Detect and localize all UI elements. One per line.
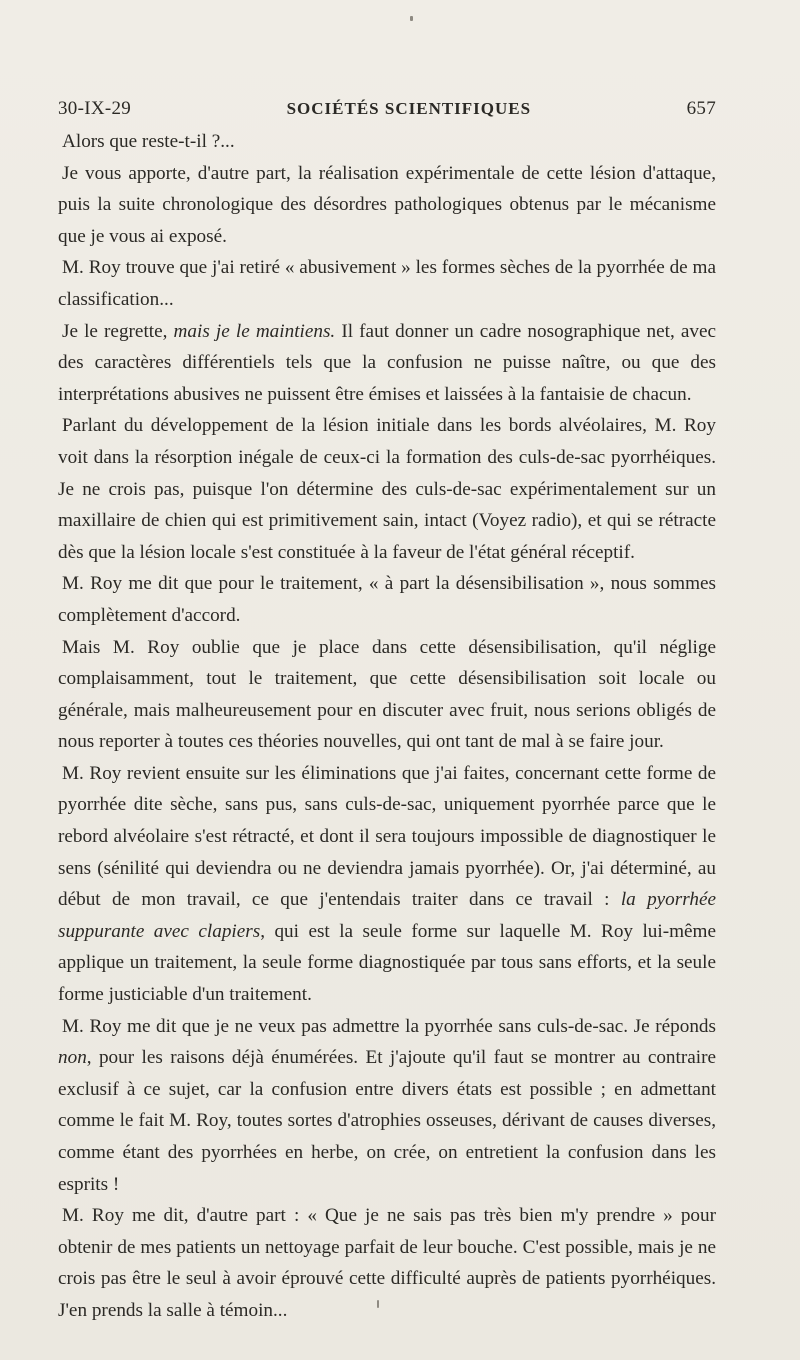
- paragraph: [58, 316, 716, 411]
- paragraph: [58, 758, 716, 1011]
- text-run: M. Roy revient ensuite sur les éliminations que j'ai faites, concernant cette forme de pyorrhée dite sèche, sans pus, sans culs-de-sac, uniquement pyorrhée parce que le rebord alvéolaire s'est rétracté, et dont il sera toujours impossible de diagnostiquer le sens (sénilité qui deviendra ou ne deviendra jamais pyorrhée). Or, j'ai déterminé, au début de mon travail, ce que j'entendais traiter dans ce travail :: [58, 762, 716, 911]
- italic-text: mais je le maintiens.: [173, 320, 336, 342]
- italic-text: la pyorrhée suppurante avec clapiers: [58, 889, 716, 942]
- paragraph: [58, 158, 716, 253]
- text-run: M. Roy me dit, d'autre part : « Que je ne sais pas très bien m'y prendre » pour obtenir de mes patients un nettoyage parfait de leur bouche. C'est possible, mais je ne crois pas être le seul à avoir éprouvé cette difficulté auprès de patients pyorrhéiques. J'en prends la salle à témoin...: [58, 1205, 716, 1321]
- print-speck: [410, 16, 413, 21]
- issue-date: 30-IX-29: [58, 98, 132, 119]
- paragraph: [58, 1200, 716, 1326]
- text-run: , pour les raisons déjà énumérées. Et j'ajoute qu'il faut se montrer au contraire exclusif à ce sujet, car la confusion entre divers états est possible ; en admettant comme le fait M. Roy, toutes sortes d'atrophies osseuses, dérivant de causes diverses, comme étant des pyorrhées en herbe, on crée, on entretient la confusion dans les esprits !: [58, 1047, 716, 1195]
- text-run: M. Roy trouve que j'ai retiré « abusivement » les formes sèches de la pyorrhée de ma classification...: [58, 257, 716, 310]
- text-run: Alors que reste-t-il ?...: [62, 131, 235, 152]
- paragraph: [58, 1011, 716, 1201]
- paragraph: [58, 410, 716, 568]
- running-head: [58, 98, 716, 120]
- paragraph: [58, 568, 716, 631]
- page-number: 657: [686, 98, 716, 119]
- italic-text: non: [58, 1047, 87, 1069]
- text-run: Parlant du développement de la lésion initiale dans les bords alvéolaires, M. Roy voit dans la résorption inégale de ceux-ci la formation des culs-de-sac pyorrhéiques. Je ne crois pas, puisque l'on détermine des culs-de-sac expérimentalement sur un maxillaire de chien qui est primitivement sain, intact (Voyez radio), et qui se rétracte dès que la lésion locale s'est constituée à la faveur de l'état général réceptif.: [58, 415, 716, 563]
- text-run: Je vous apporte, d'autre part, la réalisation expérimentale de cette lésion d'attaque, puis la suite chronologique des désordres pathologiques obtenus par le mécanisme que je vous ai exposé.: [58, 162, 716, 247]
- paragraph: [58, 632, 716, 758]
- text-run: M. Roy me dit que je ne veux pas admettre la pyorrhée sans culs-de-sac. Je réponds: [62, 1015, 716, 1037]
- article-body: [58, 126, 716, 1327]
- print-speck: [377, 1300, 379, 1308]
- paragraph: [58, 252, 716, 315]
- text-run: Mais M. Roy oublie que je place dans cette désensibilisation, qu'il néglige complaisamment, tout le traitement, que cette désensibilisation soit locale ou générale, mais malheureusement pour en discuter avec fruit, nous serions obligés de nous reporter à toutes ces théories nouvelles, qui ont tant de mal à se faire jour.: [58, 636, 716, 753]
- text-run: Il faut donner un cadre nosographique net, avec des caractères différentiels tels que la confusion ne puisse naître, ou que des interprétations abusives ne puissent être émises et laissées à la fantaisie de chacun.: [58, 320, 717, 405]
- text-run: , qui est la seule forme sur laquelle M. Roy lui-même applique un traitement, la seule forme diagnostiquée par tous sans efforts, et la seule forme justiciable d'un traitement.: [58, 920, 717, 1006]
- section-title: SOCIÉTÉS SCIENTIFIQUES: [286, 99, 532, 118]
- text-run: M. Roy me dit que pour le traitement, « à part la désensibilisation », nous sommes complètement d'accord.: [58, 573, 716, 626]
- text-run: Je le regrette,: [62, 320, 174, 342]
- paragraph: [58, 126, 716, 158]
